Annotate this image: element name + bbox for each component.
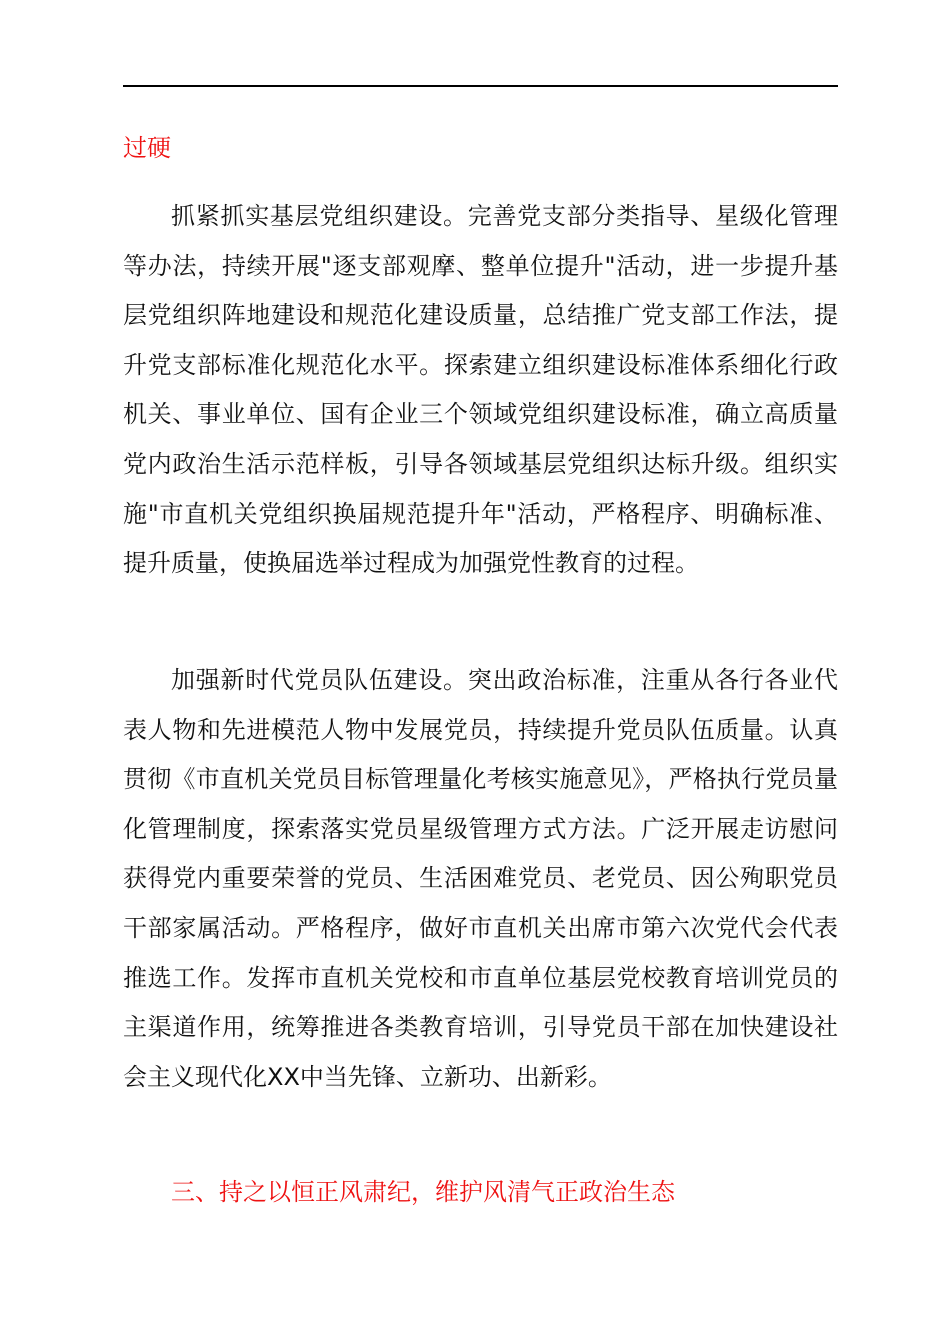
header-rule: [123, 85, 838, 87]
section-heading: 三、持之以恒正风肃纪，维护风清气正政治生态: [171, 1178, 675, 1206]
paragraph-party-members: 加强新时代党员队伍建设。突出政治标准，注重从各行各业代表人物和先进模范人物中发展党员，持续提升党员队伍质量。认真贯彻《市直机关党员目标管理量化考核实施意见》，严格执行党员量化管理制度，探索落实党员星级管理方式方法。广泛开展走访慰问获得党内重要荣誉的党员、生活困难党员、老党员、因公殉职党员干部家属活动。严格程序，做好市直机关出席市第六次党代会代表推选工作。发挥市直机关党校和市直单位基层党校教育培训党员的主渠道作用，统筹推进各类教育培训，引导党员干部在加快建设社会主义现代化XX中当先锋、立新功、出新彩。: [123, 666, 838, 1091]
continued-heading: 过硬: [123, 134, 171, 162]
paragraph-party-organization: 抓紧抓实基层党组织建设。完善党支部分类指导、星级化管理等办法，持续开展"逐支部观摩、整单位提升"活动，进一步提升基层党组织阵地建设和规范化建设质量，总结推广党支部工作法，提升党支部标准化规范化水平。探索建立组织建设标准体系细化行政机关、事业单位、国有企业三个领域党组织建设标准，确立高质量党内政治生活示范样板，引导各领域基层党组织达标升级。组织实施"市直机关党组织换届规范提升年"活动，严格程序、明确标准、提升质量，使换届选举过程成为加强党性教育的过程。: [123, 202, 838, 578]
